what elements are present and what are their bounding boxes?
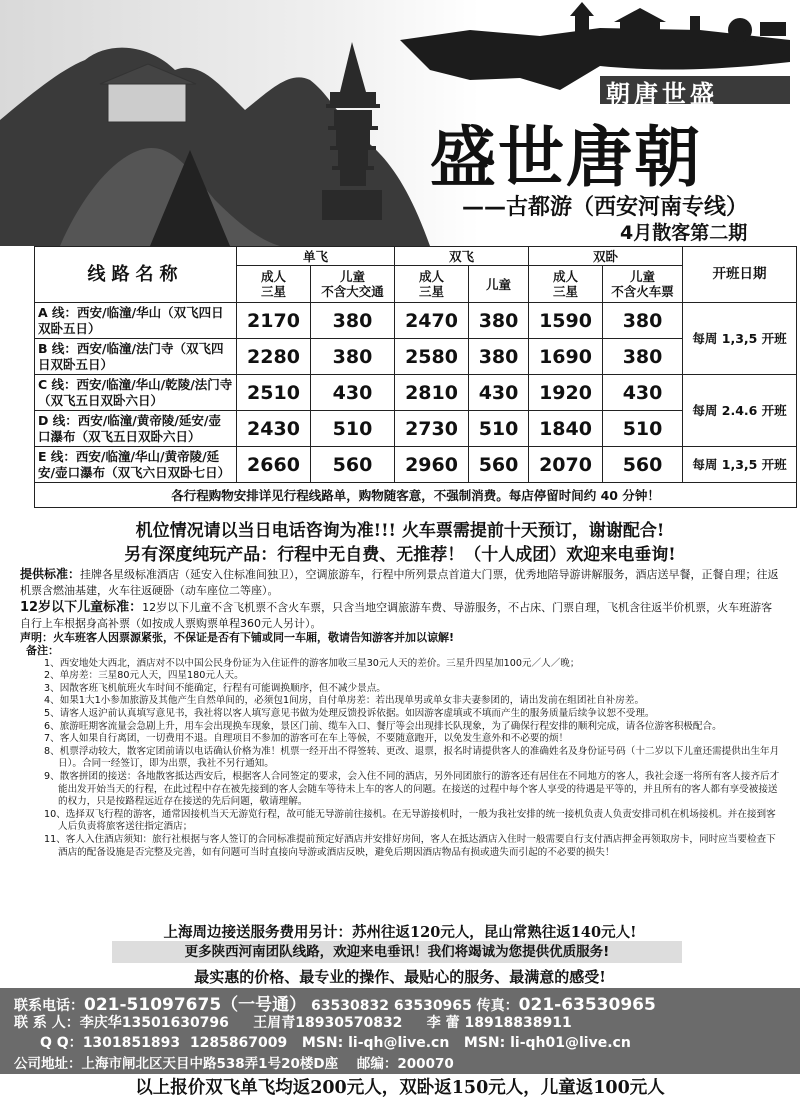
- price-cell: 380: [603, 303, 683, 339]
- transfer-fee-notice: 上海周边接送服务费用另计：苏州往返120元人，昆山常熟往返140元人!: [163, 924, 637, 941]
- slogan: 最实惠的价格、最专业的操作、最贴心的服务、最满意的感受!: [194, 968, 606, 986]
- price-cell: 2810: [395, 375, 469, 411]
- tour-period: 4月散客第二期: [620, 222, 748, 244]
- phone-other: 63530832 63530965: [311, 998, 472, 1014]
- people-label: 联 系 人：: [14, 1015, 80, 1031]
- price-cell: 430: [603, 375, 683, 411]
- table-row: [35, 375, 797, 411]
- header-ds-child: 儿童 不含火车票: [603, 266, 683, 303]
- declaration-label: 声明：: [20, 631, 53, 644]
- brand-logo-text: 朝唐世盛: [606, 79, 718, 108]
- page-subtitle: ——古都游（西安河南专线）: [462, 195, 749, 220]
- service-standard: [20, 567, 780, 598]
- address: 上海市闸北区天目中路538弄1号20楼D座: [81, 1056, 339, 1072]
- header-sf-adult: 成人 三星: [237, 266, 311, 303]
- price-cell: 430: [311, 375, 395, 411]
- price-cell: 380: [603, 339, 683, 375]
- phone-label: 联系电话：: [14, 998, 84, 1014]
- people-list: 李庆华13501630796 王眉青18930570832 李 蕾 18918838911: [79, 1015, 572, 1031]
- product-notice: 另有深度纯玩产品：行程中无自费、无推荐！（十人成团）欢迎来电垂询!: [124, 545, 676, 565]
- header-single-fly: 单飞: [237, 247, 395, 266]
- remark-item: 10、选择双飞行程的游客，通常因接机当天无游览行程，故可能无导游前往接机。在无导游接机时，一般为我社安排的统一接机负责人负责安排司机在机场接机。并在接到客人后负责将旅客送往指定酒店；: [44, 808, 776, 833]
- page-title: 盛世唐朝: [430, 118, 702, 196]
- price-cell: 510: [603, 411, 683, 447]
- qq-numbers: 1301851893 1285867009: [82, 1035, 288, 1051]
- declaration: [20, 630, 780, 646]
- remark-item: 1、西安地处大西北，酒店对不以中国公民身份证为入住证件的游客加收三星30元人天的差价。三星升四星加100元／人／晚；: [44, 657, 580, 669]
- price-cell: 2960: [395, 447, 469, 483]
- service-standard-text: 挂牌各星级标准酒店（延安入住标准间独卫），空调旅游车，行程中所列景点首道大门票，优秀地陪导游讲解服务，酒店送早餐，正餐自理；往返机票含燃油基建，火车往返硬卧（动车座位二等座）。: [20, 568, 779, 597]
- more-routes-banner: 更多陕西河南团队线路，欢迎来电垂讯！我们将竭诚为您提供优质服务!: [112, 941, 682, 963]
- price-cell: 380: [469, 339, 529, 375]
- price-cell: 560: [311, 447, 395, 483]
- price-cell: 2580: [395, 339, 469, 375]
- remark-item: 6、旅游旺期客流量会急剧上升，用车会出现换车现象，景区门前、缆车入口、餐厅等会出现排长队现象，为了确保行程安排的顺利完成，请各位游客积极配合。: [44, 720, 722, 732]
- remarks-title: 备注：: [26, 644, 59, 657]
- post-code: 200070: [397, 1056, 454, 1072]
- price-cell: 430: [469, 375, 529, 411]
- price-cell: 380: [311, 339, 395, 375]
- price-cell: 1590: [529, 303, 603, 339]
- remark-item: 5、请客人返沪前认真填写意见书，我社将以客人填写意见书做为处理反馈投诉依据。如因游客虚填或不填而产生的服务质量后续争议恕不受理。: [44, 707, 655, 719]
- price-table: [34, 246, 797, 508]
- remark-item: 2、单房差：三星80元人天，四星180元人天。: [44, 670, 244, 682]
- booking-notice: 机位情况请以当日电话咨询为准!!! 火车票需提前十天预订，谢谢配合!: [135, 521, 665, 541]
- declaration-text: 火车班客人因票源紧张，不保证是否有下铺或同一车厢，敬请告知游客并加以谅解!: [53, 631, 455, 644]
- phone-main: 021-51097675（一号通）: [84, 995, 307, 1015]
- remark-item: 4、如果1大1小参加旅游及其他产生自然单间的，必须包1间房，自付单房差：若出现单男或单女非夫妻参团的，请出发前在组团社自补房差。: [44, 695, 645, 707]
- price-cell: 1920: [529, 375, 603, 411]
- table-row: [35, 339, 797, 375]
- schedule-cell: 每周 2.4.6 开班: [683, 375, 797, 447]
- price-cell: 560: [603, 447, 683, 483]
- price-cell: 560: [469, 447, 529, 483]
- rebate-notice: 以上报价双飞单飞均返200元人，双卧返150元人，儿童返100元人: [135, 1078, 665, 1098]
- remark-item: 8、机票浮动较大，散客定团前请以电话确认价格为准！机票一经开出不得签转、更改、退票，报名时请提供客人的准确姓名及身份证号码（十二岁以下儿童还需提供出生年月日）。合同一经签订，即为出票，我社不另行通知。: [44, 745, 780, 770]
- post-label: 邮编：: [356, 1056, 398, 1072]
- schedule-cell: 每周 1,3,5 开班: [683, 303, 797, 375]
- price-cell: 2430: [237, 411, 311, 447]
- header-double-fly: 双飞: [395, 247, 529, 266]
- child-standard-text: 12岁以下儿童不含飞机票不含火车票，只含当地空调旅游车费、导游服务，不占床、门票自理，飞机含往返半价机票，火车班游客自行上车根据身高补票（如按成人票购票单程360元人另计）。: [20, 601, 773, 630]
- child-standard: [20, 600, 780, 631]
- msn-2: MSN: li-qh01@live.cn: [463, 1035, 631, 1051]
- price-cell: 2070: [529, 447, 603, 483]
- contact-people-row: [14, 1012, 572, 1032]
- contact-address-row: [14, 1052, 454, 1072]
- header-double-sleeper: 双卧: [529, 247, 683, 266]
- table-row: [35, 303, 797, 339]
- remark-item: 7、客人如果自行离团，一切费用不退。自理项目不参加的游客可在车上等候，不要随意跑开，以免发生意外和不必要的烦！: [44, 733, 569, 745]
- address-label: 公司地址：: [14, 1056, 82, 1072]
- price-cell: 2660: [237, 447, 311, 483]
- child-standard-label: 12岁以下儿童标准：: [20, 600, 143, 615]
- price-cell: 1690: [529, 339, 603, 375]
- fax-label: 传真：: [476, 998, 519, 1014]
- header-df-adult: 成人 三星: [395, 266, 469, 303]
- header-route-name: 线路名称: [35, 247, 237, 303]
- header-schedule: 开班日期: [683, 247, 797, 303]
- remark-item: 9、散客拼团的接送：各地散客抵达西安后，根据客人合同签定的要求，会入住不同的酒店，另外同团旅行的游客还有居住在不同地方的客人，我社会逐一将所有客人接齐后才能出发开始当天的行程，在此过程中存在被先接到的客人会随车等待未上车的客人的问题。在接送的过程中每个客人享受的待遇是平等的，并且所有的客人都有享受被接送的权力，只是按路程远近存在接送的先后问题，敬请理解。: [44, 770, 780, 808]
- remark-item: 11、客人入住酒店须知：旅行社根据与客人签订的合同标准提前预定好酒店并安排好房间，客人在抵达酒店入住时一般需要自行支付酒店押金再领取房卡，同时应当要检查下酒店的配备设施是否完整及完善，如有问题可当时直接向导游或酒店反映，避免后期因酒店物品有损或遗失而引起的不必要的损失！: [44, 833, 776, 858]
- price-cell: 2510: [237, 375, 311, 411]
- header-sf-child: 儿童 不含大交通: [311, 266, 395, 303]
- price-cell: 380: [311, 303, 395, 339]
- route-name: D 线：西安/临潼/黄帝陵/延安/壶口瀑布（双飞五日双卧六日）: [35, 411, 237, 447]
- price-cell: 2280: [237, 339, 311, 375]
- table-row: [35, 447, 797, 483]
- msn-1: MSN: li-qh@live.cn: [301, 1035, 450, 1051]
- price-cell: 510: [311, 411, 395, 447]
- header-df-child: 儿童: [469, 266, 529, 303]
- schedule-cell: 每周 1,3,5 开班: [683, 447, 797, 483]
- remark-item: 3、因散客班飞机航班火车时间不能确定，行程有可能调换顺序，但不减少景点。: [44, 682, 386, 694]
- price-cell: 2470: [395, 303, 469, 339]
- price-cell: 380: [469, 303, 529, 339]
- table-row: [35, 411, 797, 447]
- route-name: B 线：西安/临潼/法门寺（双飞四日双卧五日）: [35, 339, 237, 375]
- remarks: [26, 645, 782, 859]
- fax-number: 021-63530965: [518, 995, 656, 1015]
- price-cell: 2730: [395, 411, 469, 447]
- contact-panel: [0, 988, 800, 1074]
- route-name: C 线：西安/临潼/华山/乾陵/法门寺（双飞五日双卧六日）: [35, 375, 237, 411]
- header-ds-adult: 成人 三星: [529, 266, 603, 303]
- price-cell: 2170: [237, 303, 311, 339]
- contact-qq-row: [14, 1032, 631, 1052]
- shopping-note: 各行程购物安排详见行程线路单，购物随客意，不强制消费。每店停留时间约 40 分钟！: [35, 483, 797, 508]
- route-name: E 线：西安/临潼/华山/黄帝陵/延安/壶口瀑布（双飞六日双卧七日）: [35, 447, 237, 483]
- price-cell: 510: [469, 411, 529, 447]
- route-name: A 线：西安/临潼/华山（双飞四日双卧五日）: [35, 303, 237, 339]
- qq-label: Q Q：: [40, 1035, 83, 1051]
- banner: [0, 0, 800, 246]
- service-standard-label: 提供标准：: [20, 567, 81, 581]
- price-cell: 1840: [529, 411, 603, 447]
